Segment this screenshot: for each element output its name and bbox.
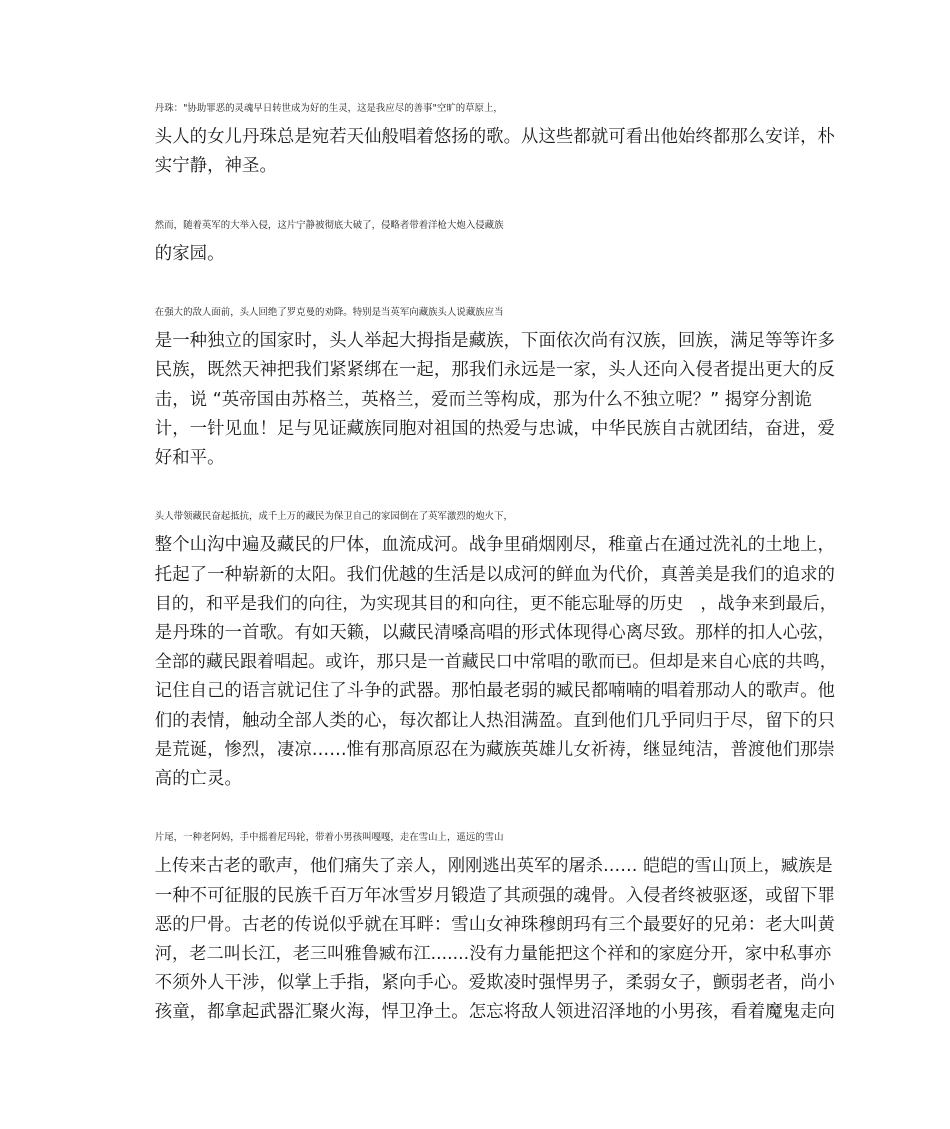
- text-line: 是丹珠的一首歌。有如天籁，以藏民清嗓高唱的形式体现得心离尽致。那样的扣人心弦，: [154, 623, 835, 644]
- text-line: 不须外人干涉，似掌上手指，紧向手心。爱欺凌时强悍男子，柔弱女子，颤弱老者，尚小: [154, 973, 835, 994]
- document-body: [120, 94, 838, 1057]
- text-line: 片尾，一种老阿妈，手中摇着尼玛轮，带着小男孩叫嘎嘎，走在雪山上，遥远的雪山: [154, 832, 504, 844]
- text-line: 丹珠："协助罪恶的灵魂早日转世成为好的生灵，这是我应尽的善事"空旷的草原上，: [154, 103, 503, 114]
- text-line: 好和平。: [154, 448, 225, 469]
- text-line: 记住自己的语言就记住了斗争的武器。那怕最老弱的臧民都喃喃的唱着那动人的歌声。他: [154, 681, 835, 702]
- text-line: 头人的女儿丹珠总是宛若天仙般唱着悠扬的歌。从这些都就可看出他始终都那么安详，朴: [154, 127, 835, 148]
- text-line: 托起了一种崭新的太阳。我们优越的生活是以成河的鲜血为代价，真善美是我们的追求的: [154, 564, 835, 585]
- text-line: 头人带领藏民奋起抵抗，成千上万的藏民为保卫自己的家园倒在了英军激烈的炮火下，: [154, 511, 513, 523]
- text-line: 上传来古老的歌声，他们痛失了亲人，刚刚逃出英军的屠杀…… 皑皑的雪山顶上，臧族是: [154, 856, 833, 877]
- text-line: 民族，既然天神把我们紧紧绑在一起，那我们永远是一家，头人还向入侵者提出更大的反: [154, 360, 835, 381]
- paragraph-danzhu-intro: [120, 94, 838, 182]
- paragraph-british-invasion: [120, 211, 838, 269]
- text-line: 恶的尸骨。古老的传说似乎就在耳畔：雪山女神珠穆朗玛有三个最要好的兄弟：老大叫黄: [154, 914, 835, 935]
- text-line: 一种不可征服的民族千百万年冰雪岁月锻造了其顽强的魂骨。入侵者终被驱逐，或留下罪: [154, 885, 835, 906]
- text-line: 计，一针见血！足与见证藏族同胞对祖国的热爱与忠诚，中华民族自古就团结，奋进，爱: [154, 418, 835, 439]
- paragraph-ending: [120, 823, 838, 1027]
- text-line: 实宁静，神圣。: [154, 156, 277, 177]
- text-line: 是荒诞，惨烈，凄凉……惟有那高原忍在为藏族英雄儿女祈祷，继显纯洁，普渡他们那崇: [154, 739, 835, 760]
- paragraph-headman-refusal: [120, 298, 838, 473]
- text-line: 目的，和平是我们的向往，为实现其目的和向往，更不能忘耻辱的历史 ，战争来到最后，: [154, 593, 837, 614]
- text-line: 全部的藏民跟着唱起。或许，那只是一首藏民口中常唱的歌而已。但却是来自心底的共鸣，: [154, 652, 837, 673]
- text-line: 高的亡灵。: [154, 769, 243, 790]
- text-line: 们的表情，触动全部人类的心，每次都让人热泪满盈。直到他们几乎同归于尽，留下的只: [154, 710, 835, 731]
- text-line: 在强大的敌人面前，头人回绝了罗克曼的劝降。特别是当英军向藏族头人说藏族应当: [154, 307, 504, 319]
- text-line: 是一种独立的国家时，头人举起大拇指是藏族，下面依次尚有汉族，回族，满足等等许多: [154, 331, 835, 352]
- text-line: 的家园。: [154, 243, 225, 264]
- text-line: 河，老二叫长江，老三叫雅鲁臧布江.......没有力量能把这个祥和的家庭分开，家中私事亦: [154, 944, 832, 965]
- text-line: 孩童，都拿起武器汇聚火海，悍卫净土。怎忘将敌人领进沼泽地的小男孩，看着魔鬼走向: [154, 1002, 835, 1023]
- text-line: 然而，随着英军的大举入侵，这片宁静被彻底大破了，侵略者带着洋枪大炮入侵藏族: [154, 219, 504, 231]
- text-line: 整个山沟中遍及藏民的尸体，血流成河。战争里硝烟刚尽，稚童占在通过洗礼的土地上，: [154, 535, 835, 556]
- text-line: 击，说 “英帝国由苏格兰，英格兰，爱而兰等构成，那为什么不独立呢？” 揭穿分割诡: [154, 389, 812, 410]
- paragraph-resistance: [120, 502, 838, 794]
